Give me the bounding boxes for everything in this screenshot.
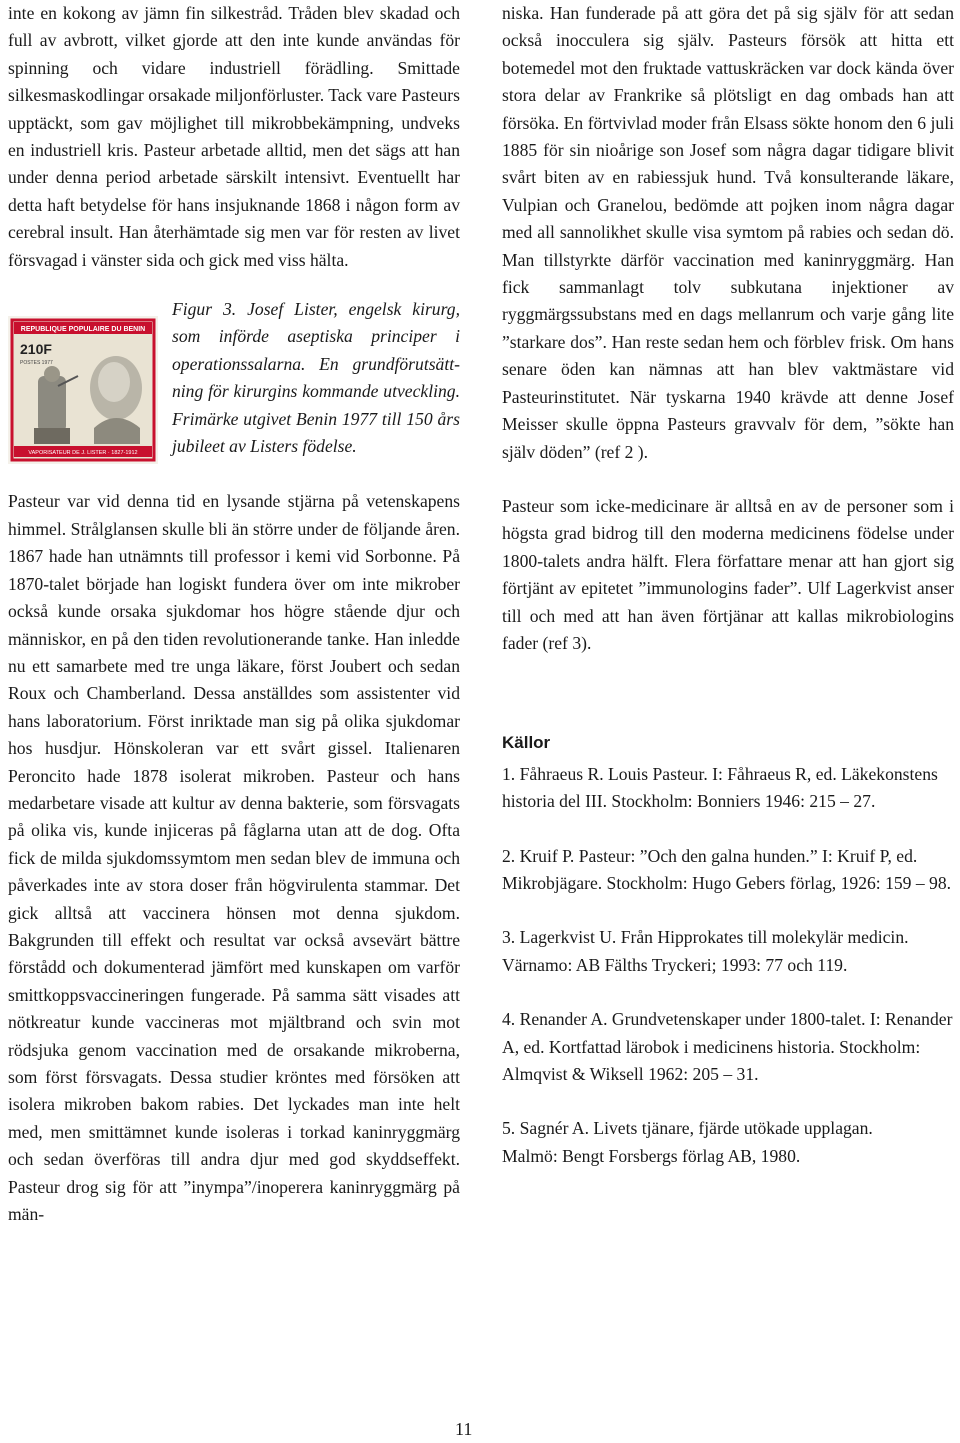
body-paragraph: Pasteur var vid denna tid en lysande stjärna på vetenskapens himmel. Strålglansen skulle bli än större under de följande åren. 1867 hade han utnämnts till professor i kemi vid Sorbonne. På 1870-talet började han logiskt fundera över om inte mikrober också kunde orsaka sjukdomar hos högre stående djur och människor, en på den tiden revolutionerande tanke. Han inledde nu ett samarbete med tre unga läkare, först Joubert och sedan Roux och Chamberland. Dessa anställdes som assistenter vid hans laboratorium. Först inriktade man sig på olika sjukdomar hos husdjur. Hönskoleran var ett svårt gissel. Italienaren Peroncito hade 1878 isolerat mikroben. Pasteur och hans medarbetare visade att kultur av denna bakterie, som försvagats på olika vis, kunde injiceras på fåglarna utan att de dog. Ofta fick de milda sjukdomssymtom men sedan blev de immuna och påverkades inte av stora doser från högvirulenta stammar. Det gick alltså att vaccinera hönsen mot denna sjukdom. Bakgrunden till effekt och resultat var också avsevärt bättre förstådd och dokumenterad jämfört med kunskapen om varför smittkoppsvaccineringen fungerade. På samma sätt visades att nötkreatur kunde vaccineras mot mjältbrand och svin mot rödsjuka genom vaccination med de orsakande mikroberna, som först försvagats. Dessa studier kröntes med försöken att isolera mikroben bakom rabies. Det lyckades man inte helt med, men smittämnet kunde isoleras i torkad kaninryggmärg och sedan överföras till andra djur med god skyddseffekt. Pasteur drog sig för att ”inympa”/inoperera kaninryggmärg på män-	[8, 491, 460, 1225]
reference-line: 2. Kruif P. Pasteur: ”Och den galna hunden.” I: Kruif P, ed. Mikrobjägare. Stockholm: Hugo Gebers förlag, 1926: 159 – 98.	[502, 845, 952, 893]
sources-heading: Källor	[502, 733, 551, 753]
reference-item	[502, 761, 954, 816]
page-number: 11	[455, 1419, 473, 1439]
stamp-value: 210F	[20, 341, 52, 358]
body-paragraph: niska. Han funderade på att göra det på sig själv för att sedan också inocculera sig själv. Pasteurs försök att hitta ett botemedel mot den fruktade vattuskräcken var dock kända över stora delar av Frankrike så plötsligt en dag ombads han att försöka. En förtvivlad moder från Elsass sökte honom den 6 juli 1885 för sin nioårige son Josef som några dagar tidigare blivit svårt biten av en rabiessjuk hund. Två konsulterande läkare, Vulpian och Granelou, bedömde att pojken inom några dagar med all sannolikhet skulle visa symtom på rabies och sedan dö. Man tillstyrkte därför vaccination med kaninryggmärg. Han fick sammanlagt tolv subkutana injektioner av ryggmärgssubstans med en dags mellanrum och varje gång lite ”starkare dos”. Han reste sedan hem och förblev frisk. Om hans senare öden kan nämnas att han blev vaktmästare vid Pasteurinstitutet. När tyskarna 1940 krävde att denne Josef Meisser skulle öppna Pasteurs gravvalv för dem, ”sökte han själv döden” (ref 2 ).	[502, 3, 954, 462]
benin-stamp-illustration	[8, 316, 158, 464]
reference-line: 3. Lagerkvist U. Från Hipprokates till molekylär medicin.	[502, 927, 909, 948]
reference-list	[502, 761, 954, 1170]
stamp-image	[8, 316, 158, 472]
right-column	[502, 0, 954, 1170]
reference-line: 1. Fåhraeus R. Louis Pasteur. I: Fåhraeus R, ed. Läkekonstens historia del III. Stockholm: Bonniers 1946: 215 – 27.	[502, 763, 938, 812]
body-paragraph: Pasteur som icke-medicinare är alltså en av de personer som i högsta grad bidrog till den moderna medicinens födelse under 1800-talets andra hälft. Flera författare menar att han gjort sig förtjänt av epitetet ”immunologins fader”. Ulf Lagerkvist anser till och med att han även förtjänar att kallas mikrobiologins fader (ref 3).	[502, 495, 954, 653]
figure-caption	[172, 296, 460, 460]
stamp-small-text: POSTES 1977	[20, 360, 53, 367]
reference-line: 4. Renander A. Grundvetenskaper under 1800-talet. I: Renander A, ed. Kortfattad lärobok i medicinens historia. Stockholm: Almqvist & Wiksell 1962: 205 – 31.	[502, 1009, 953, 1084]
figure-3	[8, 296, 460, 472]
stamp-bottom-text: VAPORISATEUR DE J. LISTER · 1827-1912	[28, 450, 138, 457]
reference-item	[502, 1115, 954, 1170]
reference-line: Malmö: Bengt Forsbergs förlag AB, 1980.	[502, 1145, 801, 1166]
reference-line: 5. Sagnér A. Livets tjänare, fjärde utökade upplagan.	[502, 1118, 873, 1139]
caption-text: Figur 3. Josef Lister, engelsk kirurg, som införde aseptiska principer i operationssalarna. En grundförutsättning för kirurgins kommande utveckling. Frimärke utgivet Benin 1977 till 150 års jubileet av Listers födelse.	[172, 299, 460, 457]
reference-line: Värnamo: AB Fälths Tryckeri; 1993: 77 och 119.	[502, 954, 848, 975]
reference-item	[502, 1006, 954, 1088]
reference-item	[502, 843, 954, 898]
stamp-top-text: REPUBLIQUE POPULAIRE DU BENIN	[20, 326, 146, 334]
left-column	[8, 0, 460, 1228]
reference-item	[502, 924, 954, 979]
body-paragraph: inte en kokong av jämn fin silkestråd. Tråden blev skadad och full av avbrott, vilket gjorde att den inte kunde användas för spinning och vidare industriell förädling. Smittade silkesmaskodlingar orsakade miljonförluster. Tack vare Pasteurs upptäckt, som gav möjlighet till mikrobbekämpning, undveks en industriell kris. Pasteur arbetade alltid, men det sägs att han under denna period arbetade särskilt intensivt. Eventuellt har detta haft betydelse för hans insjuknande 1868 i någon form av cerebral insult. Han återhämtade sig men var för resten av livet försvagad i vänster sida och gick med viss hälta.	[8, 3, 460, 270]
